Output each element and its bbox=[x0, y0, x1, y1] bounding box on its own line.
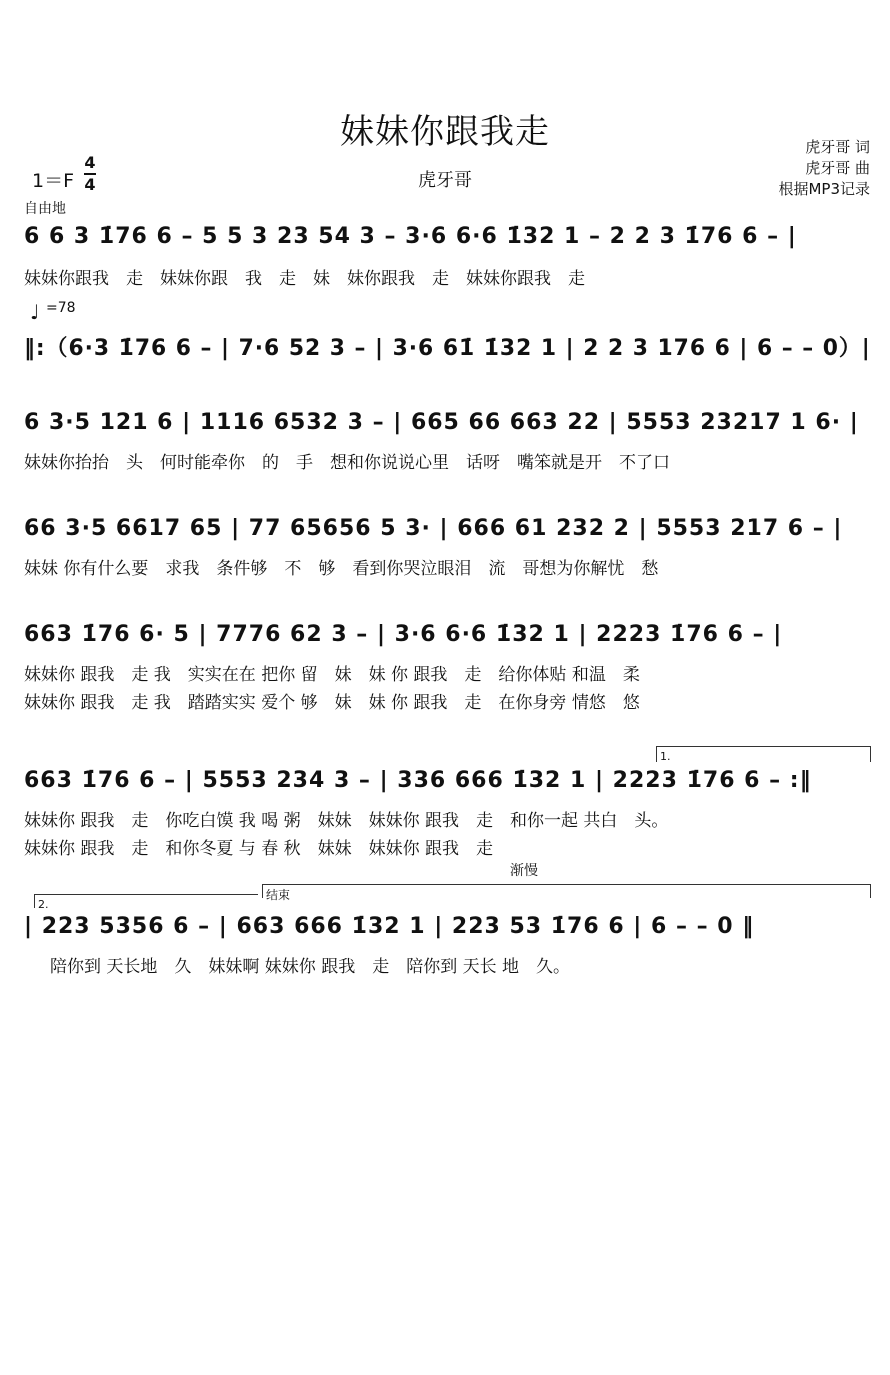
quarter-note-icon: ♩ bbox=[30, 300, 40, 324]
time-signature-top: 4 bbox=[84, 153, 96, 172]
system-4-lyrics: 妹妹 你有什么要 求我 条件够 不 够 看到你哭泣眼泪 流 哥想为你解忧 愁 bbox=[24, 559, 659, 579]
system-6-notes: 663 1̇76 6 – | 5553 234 3 – | 336 666 1̇32 1 | 2223 1̇76 6 – :‖ bbox=[24, 768, 812, 793]
ending-bracket-right bbox=[870, 884, 871, 898]
volta-1-bracket-right bbox=[870, 746, 871, 762]
system-4-notes: 66 3·5 6617 65 | 77 65656 5 3· | 666 61 232 2 | 5553 217 6 – | bbox=[24, 516, 843, 541]
system-5-notes: 663 1̇76 6· 5 | 7776 62 3 – | 3·6 6·6 1̇32 1 | 2223 1̇76 6 – | bbox=[24, 622, 783, 647]
system-6-lyrics-verse-2: 妹妹你 跟我 走 和你冬夏 与 春 秋 妹妹 妹妹你 跟我 走 bbox=[24, 839, 494, 859]
key-signature: 1＝F bbox=[32, 170, 75, 192]
system-5-lyrics-verse-2: 妹妹你 跟我 走 我 踏踏实实 爱个 够 妹 妹 你 跟我 走 在你身旁 情悠 悠 bbox=[24, 693, 640, 713]
tempo-mark: =78 bbox=[46, 300, 76, 316]
system-6-lyrics-verse-1: 妹妹你 跟我 走 你吃白馍 我 喝 粥 妹妹 妹妹你 跟我 走 和你一起 共白 头。 bbox=[24, 811, 669, 831]
volta-1-bracket-left bbox=[656, 746, 657, 762]
song-title: 妹妹你跟我走 bbox=[340, 112, 550, 152]
system-3-lyrics: 妹妹你抬抬 头 何时能牵你 的 手 想和你说说心里 话呀 嘴笨就是开 不了口 bbox=[24, 453, 670, 473]
time-signature-bottom: 4 bbox=[84, 174, 96, 194]
system-5-lyrics-verse-1: 妹妹你 跟我 走 我 实实在在 把你 留 妹 妹 你 跟我 走 给你体贴 和温 柔 bbox=[24, 665, 640, 685]
system-7-lyrics: 陪你到 天长地 久 妹妹啊 妹妹你 跟我 走 陪你到 天长 地 久。 bbox=[50, 957, 571, 977]
volta-1-bracket bbox=[656, 746, 870, 747]
volta-2-bracket bbox=[34, 894, 258, 895]
composer-credit: 虎牙哥 曲 bbox=[805, 159, 870, 177]
system-2-notes: ‖:（6·3 1̇76 6 – | 7·6 52 3 – | 3·6 61̇ 1̇32 1 | 2 2 3 176 6 | 6 – – 0）| bbox=[24, 336, 871, 361]
system-1-notes: 6 6 3 1̇76 6 – 5 5 3 23 54 3 – 3·6 6·6 1̇32 1 – 2 2 3 1̇76 6 – | bbox=[24, 224, 797, 249]
volta-2-bracket-left bbox=[34, 894, 35, 908]
volta-1-label: 1. bbox=[660, 750, 671, 763]
ritardando-mark: 渐慢 bbox=[510, 863, 538, 879]
ending-bracket bbox=[262, 884, 870, 885]
source-note: 根据MP3记录 bbox=[778, 180, 870, 198]
ending-bracket-left bbox=[262, 884, 263, 898]
ending-label: 结束 bbox=[266, 888, 291, 902]
volta-2-label: 2. bbox=[38, 898, 49, 911]
system-3-notes: 6 3·5 121 6 | 1116 6532 3 – | 665 66 663 22 | 5553 23217 1 6· | bbox=[24, 410, 859, 435]
singer-name: 虎牙哥 bbox=[418, 170, 472, 191]
system-1-lyrics: 妹妹你跟我 走 妹妹你跟 我 走 妹 妹你跟我 走 妹妹你跟我 走 bbox=[24, 269, 585, 289]
time-signature bbox=[84, 154, 96, 194]
expression-free-tempo: 自由地 bbox=[24, 201, 66, 217]
system-7-notes: | 223 5356 6 – | 663 666 1̇32 1 | 223 53 1̇76 6 | 6 – – 0 ‖ bbox=[24, 914, 755, 939]
lyricist-credit: 虎牙哥 词 bbox=[805, 138, 870, 156]
